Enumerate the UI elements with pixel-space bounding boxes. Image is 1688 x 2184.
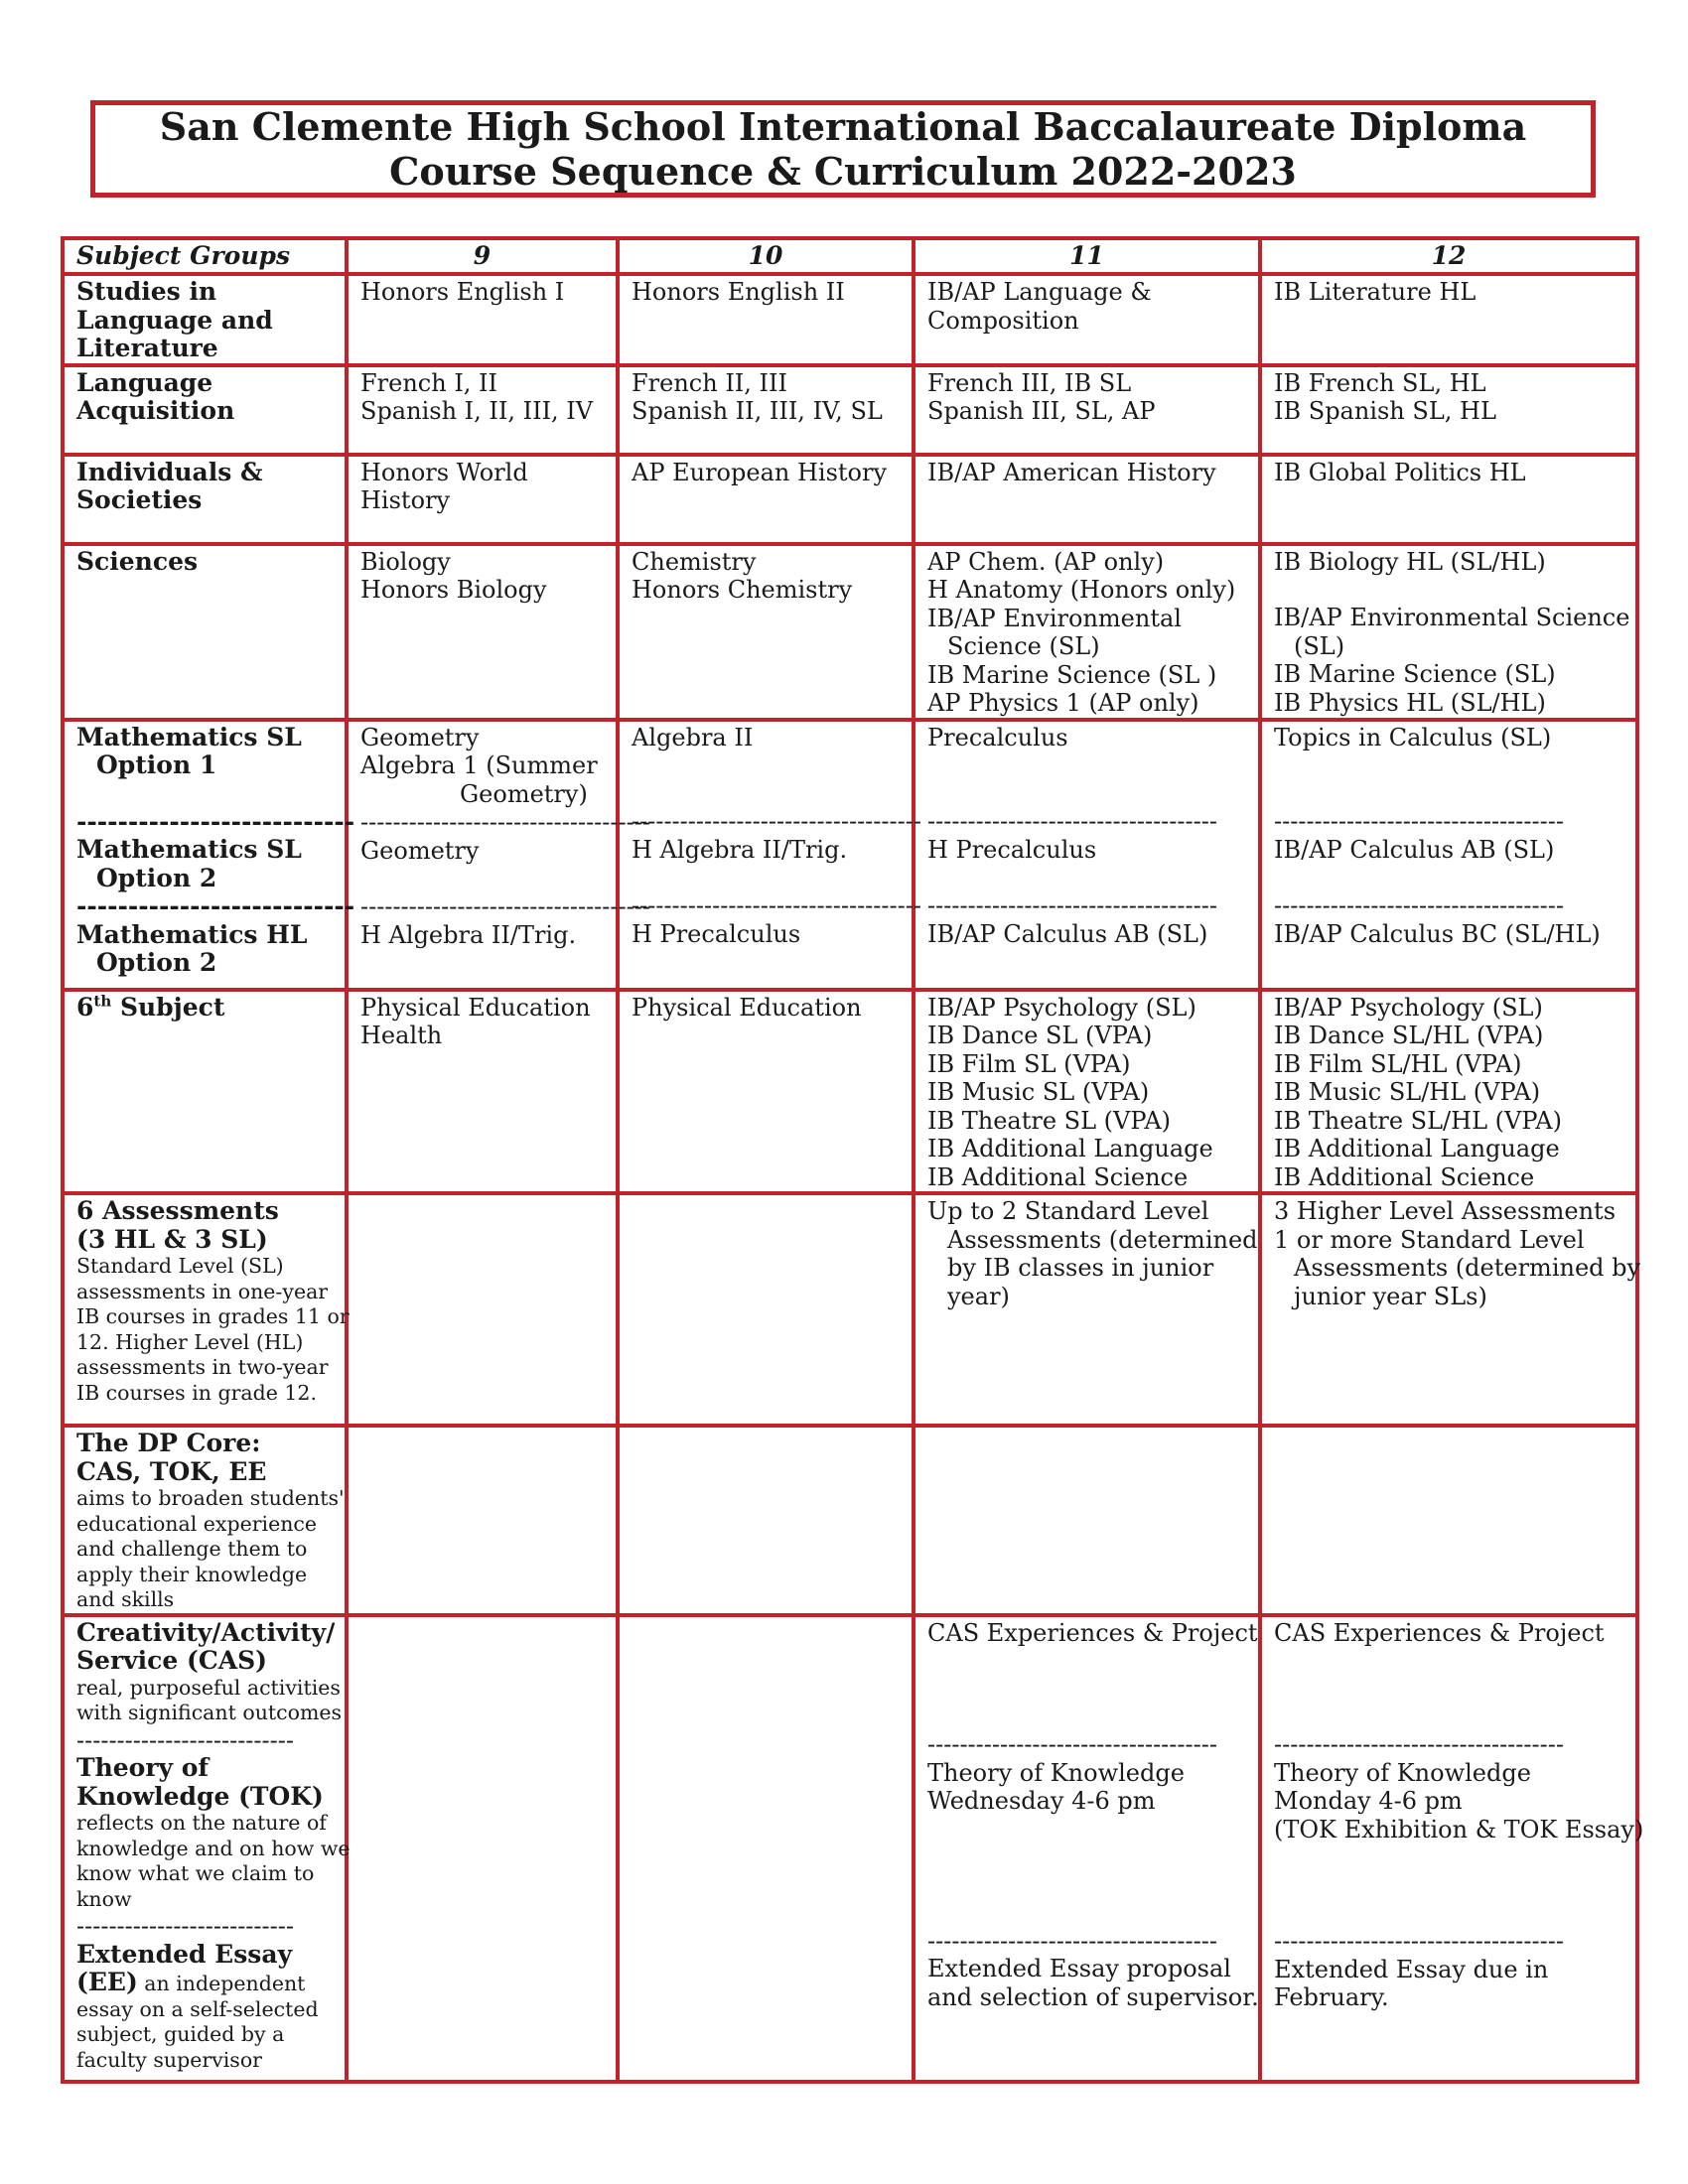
cell-grade-10: Physical Education	[618, 990, 914, 1194]
cell-grade-11: French III, IB SL Spanish III, SL, AP	[914, 365, 1260, 455]
cell-grade-10: AP European History	[618, 455, 914, 544]
cell-grade-11: AP Chem. (AP only) H Anatomy (Honors only) IB/AP Environmental Science (SL) IB Marine Science (SL ) AP Physics 1 (AP only)	[914, 544, 1260, 720]
cell-grade-10	[618, 1615, 914, 2082]
row-sixth-subject	[63, 990, 1637, 1194]
cell-grade-9: Honors World History	[347, 455, 618, 544]
document-title-box	[90, 100, 1596, 198]
col-header-grade-11: 11	[914, 238, 1260, 274]
cell-grade-12: IB/AP Psychology (SL) IB Dance SL/HL (VPA) IB Film SL/HL (VPA) IB Music SL/HL (VPA) IB Theatre SL/HL (VPA) IB Additional Language IB Additional Science	[1260, 990, 1637, 1194]
cell-grade-11: Precalculus ------------------------------------ H Precalculus ------------------------------------ IB/AP Calculus AB (SL)	[914, 720, 1260, 990]
cell-grade-9: Honors English I	[347, 274, 618, 365]
row-label: 6th Subject	[63, 990, 347, 1194]
row-label: Individuals & Societies	[63, 455, 347, 544]
cell-grade-10	[618, 1193, 914, 1426]
cell-grade-11: IB/AP Language & Composition	[914, 274, 1260, 365]
row-cas-tok-ee	[63, 1615, 1637, 2082]
cell-grade-10: Honors English II	[618, 274, 914, 365]
row-label: Language Acquisition	[63, 365, 347, 455]
cell-grade-10: Chemistry Honors Chemistry	[618, 544, 914, 720]
row-dp-core	[63, 1426, 1637, 1615]
title-line-1: San Clemente High School International Baccalaureate Diploma	[159, 104, 1527, 149]
cell-grade-12: IB Global Politics HL	[1260, 455, 1637, 544]
row-label: Studies in Language and Literature	[63, 274, 347, 365]
row-language-literature	[63, 274, 1637, 365]
cell-grade-12: IB Biology HL (SL/HL) IB/AP Environmental Science (SL) IB Marine Science (SL) IB Physics HL (SL/HL)	[1260, 544, 1637, 720]
cell-grade-9	[347, 1426, 618, 1615]
row-label: Creativity/Activity/ Service (CAS) real, purposeful activities with significant outcomes --------------------------- Theory of Knowledge (TOK) reflects on the nature of knowledge and on how we know what we claim to know --------------------------- Extended Essay (EE) an independent essay on a self-selected subject, guided by a faculty supervisor	[63, 1615, 347, 2082]
cell-grade-11: CAS Experiences & Project ------------------------------------ Theory of Knowledge Wednesday 4-6 pm ------------------------------------ Extended Essay proposal and selection of supervisor.	[914, 1615, 1260, 2082]
row-assessments	[63, 1193, 1637, 1426]
cell-grade-9	[347, 1193, 618, 1426]
cell-grade-12: IB Literature HL	[1260, 274, 1637, 365]
col-header-grade-9: 9	[347, 238, 618, 274]
cell-grade-9: Physical Education Health	[347, 990, 618, 1194]
cell-grade-12	[1260, 1426, 1637, 1615]
row-sciences	[63, 544, 1637, 720]
cell-grade-9: Geometry Algebra 1 (Summer Geometry) ------------------------------------ Geometry ------------------------------------ H Algebra II/Trig.	[347, 720, 618, 990]
row-language-acquisition	[63, 365, 1637, 455]
row-label: Sciences	[63, 544, 347, 720]
cell-grade-10	[618, 1426, 914, 1615]
cell-grade-11: IB/AP Psychology (SL) IB Dance SL (VPA) IB Film SL (VPA) IB Music SL (VPA) IB Theatre SL (VPA) IB Additional Language IB Additional Science	[914, 990, 1260, 1194]
cell-grade-9: Biology Honors Biology	[347, 544, 618, 720]
row-label: 6 Assessments (3 HL & 3 SL) Standard Level (SL) assessments in one-year IB courses in grades 11 or 12. Higher Level (HL) assessments in two-year IB courses in grade 12.	[63, 1193, 347, 1426]
cell-grade-12: CAS Experiences & Project ------------------------------------ Theory of Knowledge Monday 4-6 pm (TOK Exhibition & TOK Essay) ------------------------------------ Extended Essay due in February.	[1260, 1615, 1637, 2082]
cell-grade-12: 3 Higher Level Assessments 1 or more Standard Level Assessments (determined by junior year SLs)	[1260, 1193, 1637, 1426]
cell-grade-10: French II, III Spanish II, III, IV, SL	[618, 365, 914, 455]
curriculum-table	[61, 236, 1644, 2084]
row-label: The DP Core: CAS, TOK, EE aims to broaden students' educational experience and challenge them to apply their knowledge and skills	[63, 1426, 347, 1615]
cell-grade-11	[914, 1426, 1260, 1615]
cell-grade-10: Algebra II ------------------------------------ H Algebra II/Trig. ------------------------------------ H Precalculus	[618, 720, 914, 990]
row-individuals-societies	[63, 455, 1637, 544]
cell-grade-12: IB French SL, HL IB Spanish SL, HL	[1260, 365, 1637, 455]
col-header-grade-12: 12	[1260, 238, 1637, 274]
title-line-2: Course Sequence & Curriculum 2022-2023	[389, 149, 1297, 194]
header-row	[63, 238, 1637, 274]
cell-grade-12: Topics in Calculus (SL) ------------------------------------ IB/AP Calculus AB (SL) ------------------------------------ IB/AP Calculus BC (SL/HL)	[1260, 720, 1637, 990]
cell-grade-11: Up to 2 Standard Level Assessments (determined by IB classes in junior year)	[914, 1193, 1260, 1426]
row-label: Mathematics SL Option 1 --------------------------- Mathematics SL Option 2 --------------------------- Mathematics HL Option 2	[63, 720, 347, 990]
row-mathematics	[63, 720, 1637, 990]
cell-grade-9	[347, 1615, 618, 2082]
cell-grade-9: French I, II Spanish I, II, III, IV	[347, 365, 618, 455]
col-header-subject-groups: Subject Groups	[63, 238, 347, 274]
cell-grade-11: IB/AP American History	[914, 455, 1260, 544]
col-header-grade-10: 10	[618, 238, 914, 274]
